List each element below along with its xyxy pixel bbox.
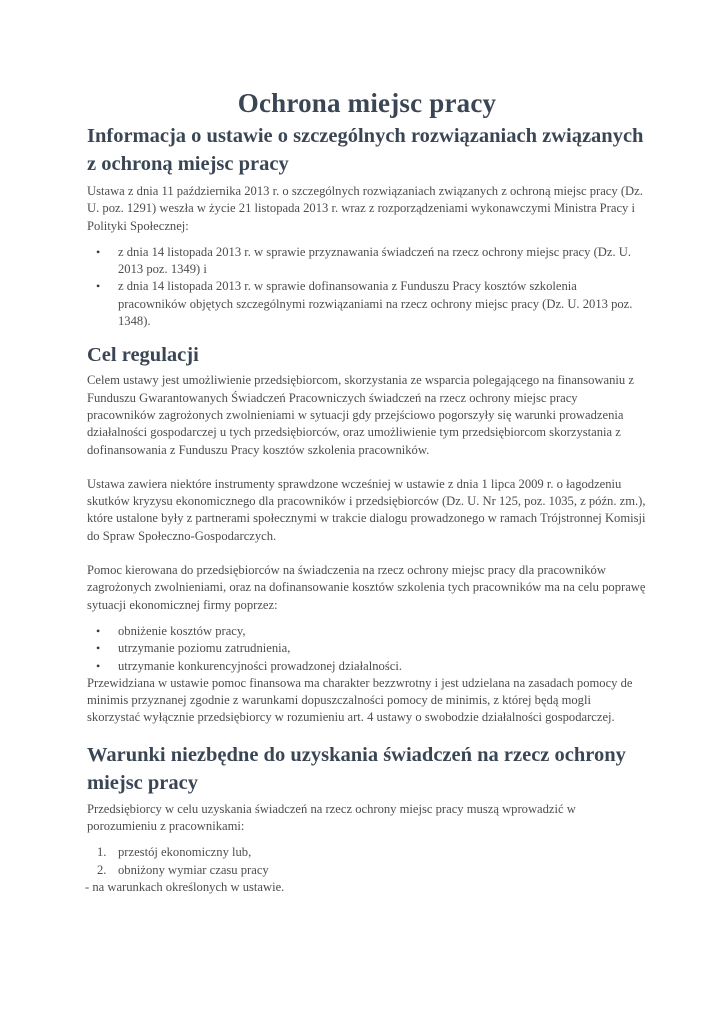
section-heading-ustawa: Informacja o ustawie o szczególnych rozwiązaniach związanych z ochroną miejsc pracy [87, 125, 644, 175]
list-number: 2. [97, 862, 107, 877]
goals-list [87, 623, 647, 675]
paragraph: Ustawa zawiera niektóre instrumenty sprawdzone wcześniej w ustawie z dnia 1 lipca 2009 r. o łagodzeniu skutków kryzysu ekonomicznego dla pracowników i przedsiębiorców (Dz. U. Nr 125, poz. 1035, z późn. zm.), które ustalone były z partnerami społecznymi w trakcie dialogu prowadzonego w ramach Trójstronnej Komisji do Spraw Społeczno-Gospodarczych. [87, 476, 646, 543]
list-item-text: przestój ekonomiczny lub, [118, 845, 252, 860]
list-item-text: obniżony wymiar czasu pracy [118, 862, 269, 877]
conditions-list [87, 844, 647, 879]
paragraph: Pomoc kierowana do przedsiębiorców na świadczenia na rzecz ochrony miejsc pracy dla pracowników zagrożonych zwolnieniami, oraz na dofinansowanie kosztów szkolenia tych pracowników ma na celu poprawę sytuacji ekonomicznej firmy poprzez: [87, 563, 646, 612]
list-item: • z dnia 14 listopada 2013 r. w sprawie dofinansowania z Funduszu Pracy kosztów szkolenia pracowników objętych szczególnymi rozwiązaniami na rzecz ochrony miejsc pracy (Dz. U. 2013 poz. 1348). [87, 278, 647, 330]
list-item: • obniżenie kosztów pracy, [87, 623, 647, 640]
list-number: 1. [97, 845, 107, 860]
paragraph: Przewidziana w ustawie pomoc finansowa ma charakter bezzwrotny i jest udzielana na zasadach pomocy de minimis przyznanej zgodnie z warunkami dopuszczalności pomocy de minimis, z której będą mogli skorzystać wyłącznie przedsiębiorcy w rozumieniu art. 4 ustawy o swobodzie działalności gospodarczej. [87, 675, 633, 725]
list-item: • z dnia 14 listopada 2013 r. w sprawie przyznawania świadczeń na rzecz ochrony miejsc pracy (Dz. U. 2013 poz. 1349) i [87, 244, 647, 279]
list-item [87, 862, 647, 879]
list-item: • utrzymanie konkurencyjności prowadzonej działalności. [87, 658, 647, 675]
section-heading-warunki: Warunki niezbędne do uzyskania świadczeń na rzecz ochrony miejsc pracy [87, 743, 626, 794]
paragraph: Celem ustawy jest umożliwienie przedsiębiorcom, skorzystania ze wsparcia polegającego na finansowaniu z Funduszu Gwarantowanych Świadczeń Pracowniczych świadczeń na rzecz ochrony miejsc pracy pracowników zagrożonych zwolnieniami w sytuacji gdy przejściowo pogorszyły się warunki prowadzenia działalności gospodarczej u tych przedsiębiorców, oraz umożliwienie tym przedsiębiorcom skorzystania z dofinansowania z Funduszu Pracy kosztów szkolenia pracowników. [87, 373, 634, 457]
paragraph: - na warunkach określonych w ustawie. [85, 879, 285, 894]
section-heading-cel: Cel regulacji [87, 344, 199, 367]
list-item: • utrzymanie poziomu zatrudnienia, [87, 640, 647, 657]
document-page [87, 84, 647, 896]
regulations-list [87, 244, 647, 330]
list-item [87, 844, 647, 861]
page-title: Ochrona miejsc pracy [237, 88, 497, 118]
section-intro-warunki: Przedsiębiorcy w celu uzyskania świadczeń na rzecz ochrony miejsc pracy muszą wprowadzić w porozumieniu z pracownikami: [87, 801, 576, 834]
section-intro-ustawa: Ustawa z dnia 11 października 2013 r. o szczególnych rozwiązaniach związanych z ochroną miejsc pracy (Dz. U. poz. 1291) weszła w życie 21 listopada 2013 r. wraz z rozporządzeniami wykonawczymi Ministra Pracy i Polityki Społecznej: [87, 184, 643, 233]
